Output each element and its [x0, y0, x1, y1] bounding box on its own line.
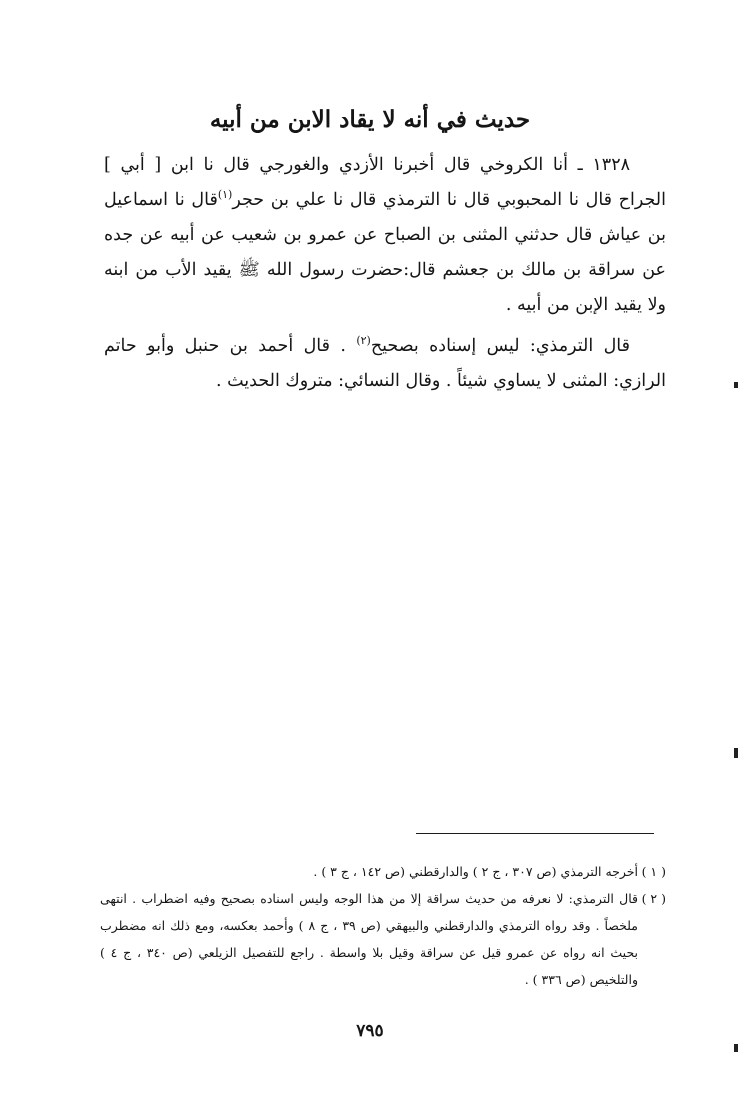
hadith-number: ١٣٢٨: [592, 155, 630, 175]
footnote-2: [100, 885, 666, 993]
scan-edge-mark: [734, 382, 738, 388]
footnote-text: أخرجه الترمذي (ص ٣٠٧ ، ج ٢ ) والدارقطني (ص ١٤٢ ، ج ٣ ) .: [313, 864, 638, 879]
footnote-1: [100, 858, 666, 885]
page-title: حديث في أنه لا يقاد الابن من أبيه: [209, 106, 531, 133]
hadith-dash: ـ: [577, 155, 583, 175]
footnote-separator: [416, 833, 654, 834]
footnote-text: قال الترمذي: لا نعرفه من حديث سراقة إلا من هذا الوجه وليس اسناده بصحيح وفيه اضطراب . انتهى ملخصاً . وقد رواه الترمذي والدارقطني والبيهقي (ص ٣٩ ، ج ٨ ) وأحمد بعكسه، ومع ذلك انه مضطرب بحيث انه رواه عن عمرو قيل عن سراقة وقيل بلا واسطة . راجع للتفصيل الزيلعي (ص ٣٤٠ ، ج ٤ ) والتلخيص (ص ٣٣٦ ) .: [100, 891, 638, 987]
hadith-text-part2: قال نا اسماعيل بن عياش قال حدثني المثنى بن الصباح عن عمرو بن شعيب عن أبيه عن جده عن سراقة بن مالك بن جعشم قال:حضرت رسول الله ﷺ يقيد الأب من ابنه ولا يقيد الإبن من أبيه .: [104, 190, 666, 315]
main-text: [104, 148, 666, 399]
scan-edge-mark: [734, 1044, 738, 1052]
commentary-paragraph: [104, 329, 666, 399]
footnote-marker: ( ٢ ): [641, 891, 666, 906]
scan-edge-mark: [734, 748, 738, 758]
commentary-text-part1: قال الترمذي: ليس إسناده بصحيح: [370, 336, 630, 356]
footnote-ref-2[interactable]: (٢): [356, 334, 371, 348]
footnote-marker: ( ١ ): [641, 864, 666, 879]
page-number: ٧٩٥: [356, 1021, 384, 1041]
footnotes: [100, 858, 666, 993]
footnote-ref-1[interactable]: (١): [217, 188, 233, 202]
hadith-text-part1: أنا الكروخي قال أخبرنا الأزدي والغورجي قال نا ابن [ أبي ] الجراح قال نا المحبوبي قال نا الترمذي قال نا علي بن حجر: [104, 155, 666, 210]
commentary-text-part2: . قال أحمد بن حنبل وأبو حاتم الرازي: المثنى لا يساوي شيئاً . وقال النسائي: متروك الحديث .: [104, 336, 666, 391]
hadith-paragraph: [104, 148, 666, 323]
